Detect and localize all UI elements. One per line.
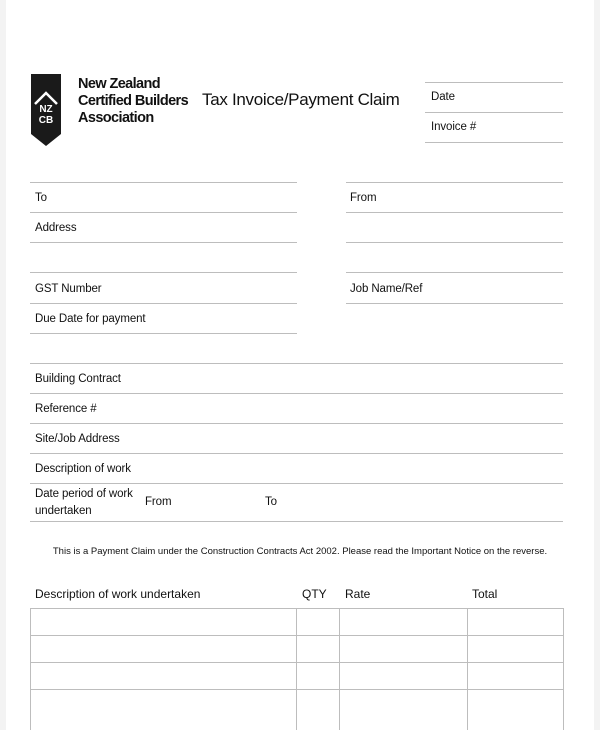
to-field-line[interactable]: [30, 212, 297, 213]
logo-line-3: Association: [78, 110, 154, 126]
from-label: From: [350, 192, 377, 204]
nzcb-logo: [31, 74, 61, 146]
period-from-label: From: [145, 496, 172, 508]
site-address-label: Site/Job Address: [35, 433, 120, 445]
date-period-field-line[interactable]: [30, 521, 563, 522]
date-label: Date: [431, 91, 455, 103]
logo-badge-text-bottom: CB: [38, 115, 54, 126]
table-header-description: Description of work undertaken: [35, 587, 201, 601]
table-row[interactable]: [31, 663, 563, 689]
date-top-rule: [425, 82, 563, 83]
period-to-label: To: [265, 496, 277, 508]
description-field-line[interactable]: [30, 483, 563, 484]
gst-number-field-line[interactable]: [30, 303, 297, 304]
logo-badge-text-top: NZ: [39, 104, 53, 115]
from-field-line-3[interactable]: [346, 272, 563, 273]
to-label: To: [35, 192, 47, 204]
reference-field-line[interactable]: [30, 423, 563, 424]
date-period-label-line-2: undertaken: [35, 505, 92, 517]
table-column-divider: [563, 608, 564, 730]
building-contract-field-line[interactable]: [30, 393, 563, 394]
due-date-field-line[interactable]: [30, 333, 297, 334]
job-name-field-line[interactable]: [346, 303, 563, 304]
invoice-number-field-line[interactable]: [425, 142, 563, 143]
job-name-label: Job Name/Ref: [350, 283, 423, 295]
reference-label: Reference #: [35, 403, 97, 415]
document-title: Tax Invoice/Payment Claim: [202, 90, 400, 109]
logo-line-1: New Zealand: [78, 76, 161, 92]
gst-number-label: GST Number: [35, 283, 102, 295]
contract-top-rule: [30, 363, 563, 364]
logo-wordmark: [78, 76, 188, 127]
due-date-label: Due Date for payment: [35, 313, 146, 325]
address-label: Address: [35, 222, 77, 234]
date-field-line[interactable]: [425, 112, 563, 113]
from-field-line-2[interactable]: [346, 242, 563, 243]
address-field-line-2[interactable]: [30, 272, 297, 273]
building-contract-label: Building Contract: [35, 373, 121, 385]
from-field-line-1[interactable]: [346, 212, 563, 213]
site-address-field-line[interactable]: [30, 453, 563, 454]
logo-line-2: Certified Builders: [78, 93, 189, 109]
address-field-line-1[interactable]: [30, 242, 297, 243]
date-period-label-line-1: Date period of work: [35, 488, 133, 500]
invoice-number-label: Invoice #: [431, 121, 477, 133]
left-fields-top-rule: [30, 182, 297, 183]
table-row[interactable]: [31, 636, 563, 662]
table-row[interactable]: [31, 609, 563, 635]
description-of-work-label: Description of work: [35, 463, 131, 475]
invoice-page: [6, 0, 594, 730]
right-fields-top-rule: [346, 182, 563, 183]
table-row[interactable]: [31, 690, 563, 730]
table-header-rate: Rate: [345, 587, 371, 601]
payment-claim-notice: This is a Payment Claim under the Construction Contracts Act 2002. Please read the Important Notice on the reverse.: [52, 546, 548, 557]
table-header-total: Total: [472, 587, 498, 601]
table-header-qty: QTY: [302, 587, 327, 601]
